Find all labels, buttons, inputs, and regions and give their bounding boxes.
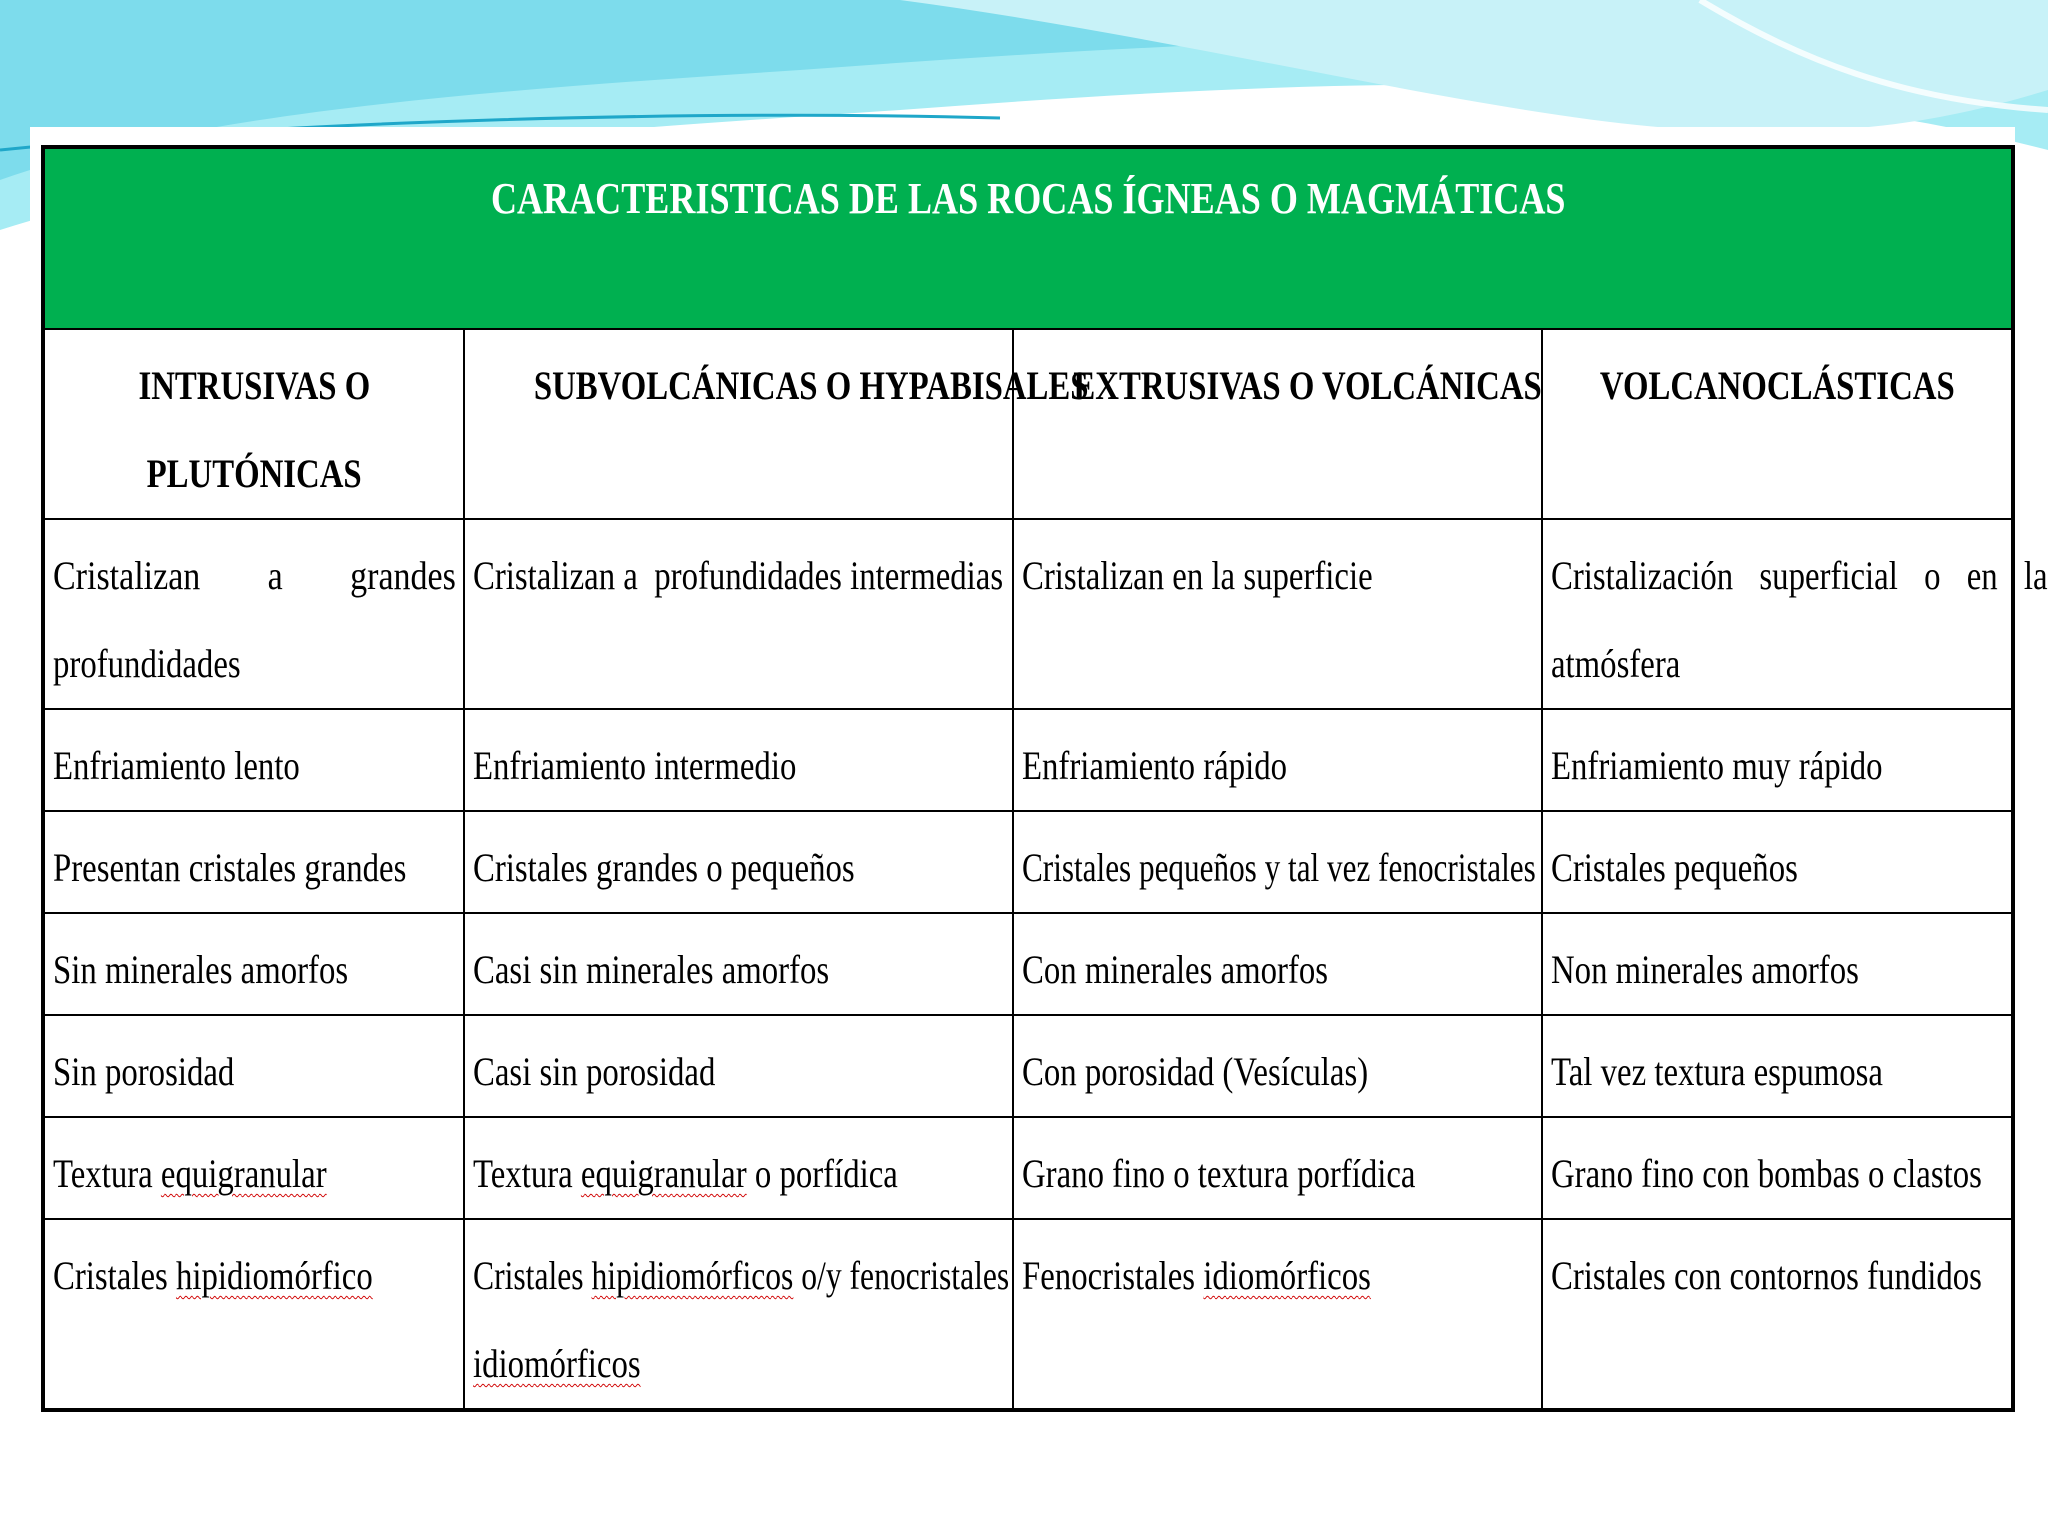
- spellcheck-word: hipidiomórficos: [591, 1253, 794, 1298]
- table-frame: [30, 127, 2048, 1386]
- table-header-row: [43, 329, 2013, 519]
- table-cell: [1013, 811, 1542, 913]
- header-subvolcanicas: [464, 329, 1089, 519]
- table-cell: [1542, 1117, 2013, 1219]
- table-title: CARACTERISTICAS DE LAS ROCAS ÍGNEAS O MAGMÁTICAS: [490, 174, 1566, 223]
- table-cell: [43, 519, 464, 709]
- table-cell: [43, 913, 464, 1015]
- table-cell: [1013, 709, 1542, 811]
- cell-word: profundidades: [53, 641, 241, 686]
- cell-text: Enfriamiento intermedio: [473, 743, 797, 788]
- table-cell: [1013, 519, 1542, 709]
- table-row: [43, 913, 2013, 1015]
- cell-text: o/y fenocristales: [793, 1253, 1010, 1298]
- cell-text: Grano fino o textura porfídica: [1022, 1151, 1416, 1196]
- cell-word: a: [267, 553, 283, 598]
- cell-text: Casi sin porosidad: [473, 1049, 716, 1094]
- table-cell: [1542, 1015, 2013, 1117]
- table-cell: [1542, 913, 2013, 1015]
- table-cell: [43, 1219, 464, 1410]
- table-cell: [1013, 913, 1542, 1015]
- header-extrusivas: [1013, 329, 1542, 519]
- table-cell: [464, 709, 1013, 811]
- cell-text: Fenocristales: [1022, 1253, 1204, 1298]
- spellcheck-word: equigranular: [580, 1151, 747, 1196]
- cell-text: Con minerales amorfos: [1022, 947, 1329, 992]
- table-cell: [464, 1117, 1013, 1219]
- cell-text: Cristalizan a profundidades intermedias: [473, 553, 1004, 598]
- table-row: [43, 811, 2013, 913]
- spellcheck-word: equigranular: [160, 1151, 327, 1196]
- cell-text: Con porosidad (Vesículas): [1022, 1049, 1369, 1094]
- table-title-cell: [43, 147, 2013, 329]
- table-cell: [464, 811, 1013, 913]
- cell-text: Cristales pequeños y tal vez fenocristales: [1022, 845, 1536, 890]
- cell-text: Sin minerales amorfos: [53, 947, 349, 992]
- header-volcanoclasticas-text: VOLCANOCLÁSTICAS: [1599, 363, 1955, 408]
- cell-text: Cristales con contornos fundidos: [1551, 1253, 1982, 1298]
- cell-text: Cristalización superficial o en la: [1551, 553, 2048, 598]
- table-cell: [464, 1015, 1013, 1117]
- table-row: [43, 709, 2013, 811]
- table-cell: [1542, 709, 2013, 811]
- igneous-rocks-table: [41, 145, 2048, 1412]
- table-row: [43, 1219, 2013, 1410]
- header-extrusivas-text: EXTRUSIVAS O VOLCÁNICAS: [1073, 363, 1542, 408]
- table-cell: [1013, 1117, 1542, 1219]
- cell-text: Enfriamiento muy rápido: [1551, 743, 1883, 788]
- cell-text: Enfriamiento lento: [53, 743, 300, 788]
- cell-text: Textura: [473, 1151, 581, 1196]
- table-cell: [43, 1015, 464, 1117]
- header-intrusivas: [43, 329, 464, 519]
- cell-text: Cristales pequeños: [1551, 845, 1798, 890]
- cell-text: Textura: [53, 1151, 161, 1196]
- cell-text: Non minerales amorfos: [1551, 947, 1859, 992]
- cell-text: o porfídica: [746, 1151, 898, 1196]
- table-cell: [43, 811, 464, 913]
- cell-text: Grano fino con bombas o clastos: [1551, 1151, 1982, 1196]
- table-row: [43, 1015, 2013, 1117]
- cell-text: Presentan cristales grandes: [53, 845, 407, 890]
- cell-text: Cristales: [473, 1253, 592, 1298]
- table-cell: [1542, 1219, 2013, 1410]
- spellcheck-word: idiomórficos: [1203, 1253, 1371, 1298]
- table-cell: [1013, 1015, 1542, 1117]
- header-intrusivas-line1: INTRUSIVAS O: [138, 363, 370, 408]
- table-cell: [464, 1219, 1013, 1410]
- header-subvolcanicas-text: SUBVOLCÁNICAS O HYPABISALES: [533, 363, 1089, 408]
- cell-word: Cristalizan: [53, 553, 201, 598]
- cell-text: Cristales: [53, 1253, 176, 1298]
- table-cell: [1542, 811, 2013, 913]
- cell-text: Cristalizan en la superficie: [1022, 553, 1373, 598]
- cell-text: Tal vez textura espumosa: [1551, 1049, 1883, 1094]
- table-cell: [464, 913, 1013, 1015]
- cell-text: atmósfera: [1551, 641, 1681, 686]
- header-intrusivas-line2: PLUTÓNICAS: [146, 451, 362, 496]
- table-cell: [1013, 1219, 1542, 1410]
- table-cell: [43, 709, 464, 811]
- table-cell: [464, 519, 1013, 709]
- table-cell: [43, 1117, 464, 1219]
- cell-text: Cristales grandes o pequeños: [473, 845, 855, 890]
- cell-text: Sin porosidad: [53, 1049, 235, 1094]
- table-title-row: [43, 147, 2013, 329]
- header-volcanoclasticas: [1542, 329, 2013, 519]
- cell-word: grandes: [350, 553, 456, 598]
- table-row: [43, 1117, 2013, 1219]
- table-cell: [1542, 519, 2048, 709]
- table-row: [43, 519, 2013, 709]
- spellcheck-word: idiomórficos: [473, 1341, 641, 1386]
- cell-text: Casi sin minerales amorfos: [473, 947, 830, 992]
- cell-text: Enfriamiento rápido: [1022, 743, 1288, 788]
- spellcheck-word: hipidiomórfico: [175, 1253, 373, 1298]
